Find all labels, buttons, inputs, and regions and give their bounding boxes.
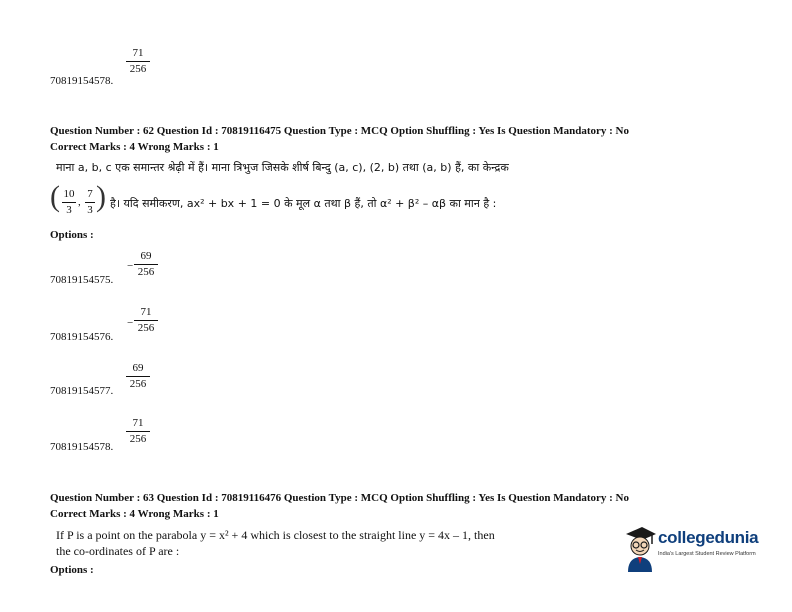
fraction-bar (126, 61, 150, 62)
fraction-numerator: 10 (63, 188, 75, 200)
fraction-numerator: 69 (132, 362, 144, 374)
student-mascot-icon (622, 524, 658, 574)
fraction-bar (126, 376, 150, 377)
option-4-fraction (126, 417, 150, 446)
q62-marks: Correct Marks : 4 Wrong Marks : 1 (50, 141, 219, 153)
q63-header: Question Number : 63 Question Id : 70819116476 Question Type : MCQ Option Shuffling : Yes Is Question Mandatory : No (50, 492, 629, 504)
option-2-id[interactable]: 70819154576. (50, 331, 114, 343)
option-3-id[interactable]: 70819154577. (50, 385, 114, 397)
fraction-denominator: 256 (137, 266, 155, 278)
fraction-denominator: 3 (66, 204, 72, 216)
fraction-denominator: 256 (129, 433, 147, 445)
q63-text-line1: If P is a point on the parabola y = x² + 4 which is closest to the straight line y = 4x – 1, then (56, 528, 495, 542)
fraction-denominator: 256 (129, 378, 147, 390)
fraction-numerator: 69 (140, 250, 152, 262)
fraction-bar (134, 264, 158, 265)
option-2-fraction (134, 306, 158, 335)
fraction-bar (62, 202, 76, 203)
fraction-bar (134, 320, 158, 321)
q63-options-label: Options : (50, 564, 94, 576)
q62-text-line2: है। यदि समीकरण, ax² + bx + 1 = 0 के मूल α तथा β हैं, तो α² + β² – αβ का मान है : (110, 197, 497, 210)
centroid-x-fraction (62, 188, 76, 217)
q62-text-line1: माना a, b, c एक समान्तर श्रेढ़ी में हैं। माना त्रिभुज जिसके शीर्ष बिन्दु (a, c), (2, b) तथा (a, b) हैं, का केन्द्रक (56, 161, 509, 174)
option-2-sign: − (127, 317, 134, 329)
logo-wordmark: collegedunia (658, 528, 759, 547)
fraction-denominator: 256 (129, 63, 147, 75)
fraction-bar (126, 431, 150, 432)
fraction-numerator: 7 (87, 188, 93, 200)
centroid-y-fraction (85, 188, 95, 217)
option-1-id[interactable]: 70819154575. (50, 274, 114, 286)
left-paren: ( (50, 180, 60, 213)
fraction-numerator: 71 (132, 47, 144, 59)
q62-options-label: Options : (50, 229, 94, 241)
right-paren: ) (96, 180, 106, 213)
fraction-denominator: 3 (87, 204, 93, 216)
collegedunia-logo (622, 524, 772, 580)
fraction-denominator: 256 (137, 322, 155, 334)
fraction-numerator: 71 (140, 306, 152, 318)
fraction-numerator: 71 (132, 417, 144, 429)
q63-text-line2: the co-ordinates of P are : (56, 544, 180, 558)
fraction-bar (85, 202, 95, 203)
option-3-fraction (126, 362, 150, 391)
top-option-id: 70819154578. (50, 75, 114, 87)
q63-marks: Correct Marks : 4 Wrong Marks : 1 (50, 508, 219, 520)
q62-header: Question Number : 62 Question Id : 70819116475 Question Type : MCQ Option Shuffling : Yes Is Question Mandatory : No (50, 125, 629, 137)
logo-tagline: India's Largest Student Review Platform (658, 551, 756, 557)
top-option-fraction (126, 47, 150, 76)
option-1-sign: − (127, 260, 134, 272)
option-1-fraction (134, 250, 158, 279)
centroid-comma: , (78, 196, 81, 208)
option-4-id[interactable]: 70819154578. (50, 441, 114, 453)
